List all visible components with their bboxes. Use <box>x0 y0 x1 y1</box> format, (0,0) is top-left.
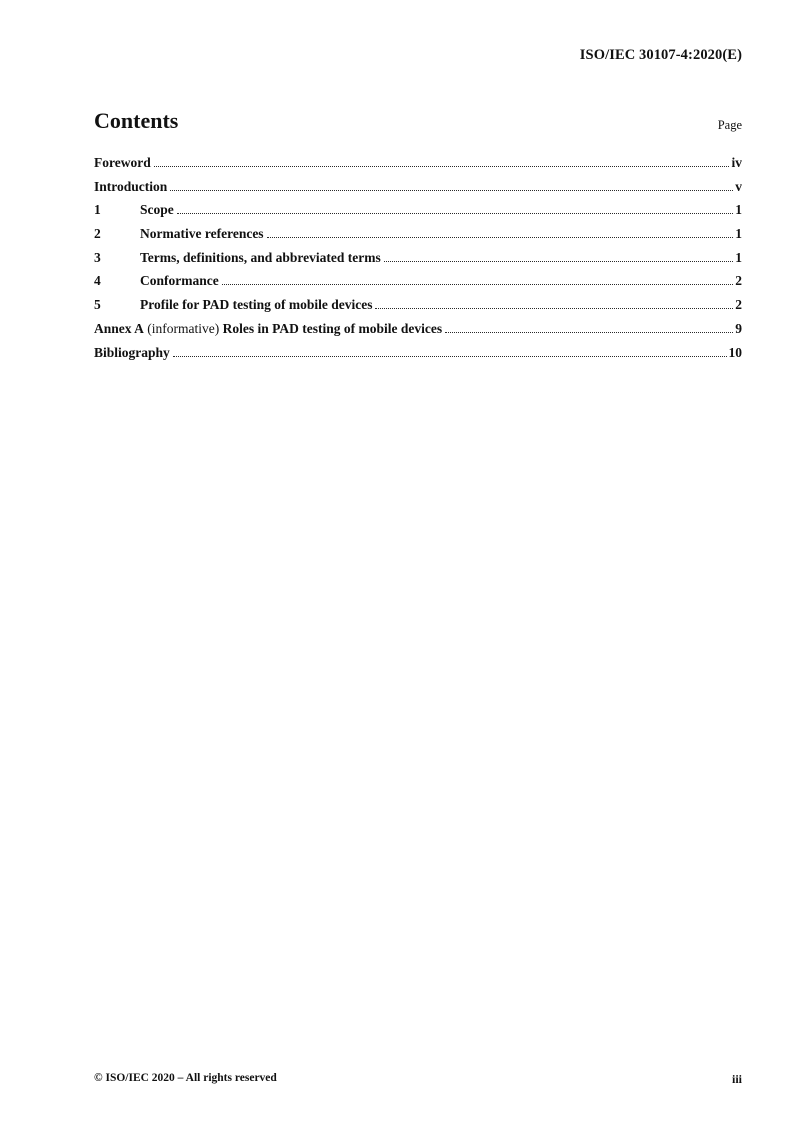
toc-entry-label: Bibliography <box>94 344 170 360</box>
toc-entry-number: 2 <box>94 226 101 242</box>
toc-list <box>94 155 742 368</box>
contents-heading: Contents <box>94 108 179 133</box>
dot-leader <box>222 282 734 285</box>
page-column-label: Page <box>717 118 742 132</box>
toc-entry-page-number: v <box>735 178 742 194</box>
dot-leader <box>375 306 733 309</box>
toc-entry[interactable] <box>94 250 742 265</box>
toc-entry-label: Introduction <box>94 178 168 194</box>
dot-leader <box>170 188 733 191</box>
toc-entry-page-number: 2 <box>735 297 742 313</box>
footer-copyright: © ISO/IEC 2020 – All rights reserved <box>94 1072 277 1084</box>
footer-page-number: iii <box>731 1072 742 1086</box>
toc-entry-label-qualifier: (informative) <box>143 320 223 336</box>
toc-entry-label: Foreword <box>94 155 151 170</box>
toc-entry[interactable] <box>94 345 742 360</box>
toc-entry-page-number: 1 <box>735 249 742 265</box>
toc-entry-number: 4 <box>94 273 101 289</box>
dot-leader <box>173 354 727 357</box>
toc-entry[interactable] <box>94 321 742 336</box>
toc-entry[interactable] <box>94 202 742 217</box>
dot-leader <box>384 259 733 262</box>
toc-entry-label: Conformance <box>140 273 219 289</box>
toc-entry-label-continued: Roles in PAD testing of mobile devices <box>222 320 443 336</box>
header-doc-reference: ISO/IEC 30107-4:2020(E) <box>579 47 742 63</box>
dot-leader <box>154 164 730 167</box>
toc-entry-page-number: 1 <box>735 202 742 218</box>
toc-entry[interactable] <box>94 273 742 288</box>
toc-entry-number: 5 <box>94 297 101 313</box>
toc-entry[interactable] <box>94 179 742 194</box>
toc-entry-page-number: iv <box>731 155 742 170</box>
toc-entry-page-number: 2 <box>735 273 742 289</box>
toc-entry-label: Profile for PAD testing of mobile devices <box>140 297 373 313</box>
toc-entry-label: Scope <box>140 202 174 218</box>
toc-entry-number: 3 <box>94 249 101 265</box>
toc-entry-number: 1 <box>94 202 101 218</box>
dot-leader <box>445 330 733 333</box>
toc-entry-label: Annex A <box>94 320 144 336</box>
toc-entry-label: Normative references <box>140 226 264 242</box>
toc-entry-label: Terms, definitions, and abbreviated terms <box>140 249 381 265</box>
dot-leader <box>177 211 734 214</box>
dot-leader <box>267 235 734 238</box>
toc-entry-page-number: 9 <box>735 320 742 336</box>
toc-entry[interactable] <box>94 226 742 241</box>
toc-entry[interactable] <box>94 155 742 170</box>
toc-entry-page-number: 1 <box>735 226 742 242</box>
toc-entry[interactable] <box>94 297 742 312</box>
toc-entry-page-number: 10 <box>728 344 742 360</box>
